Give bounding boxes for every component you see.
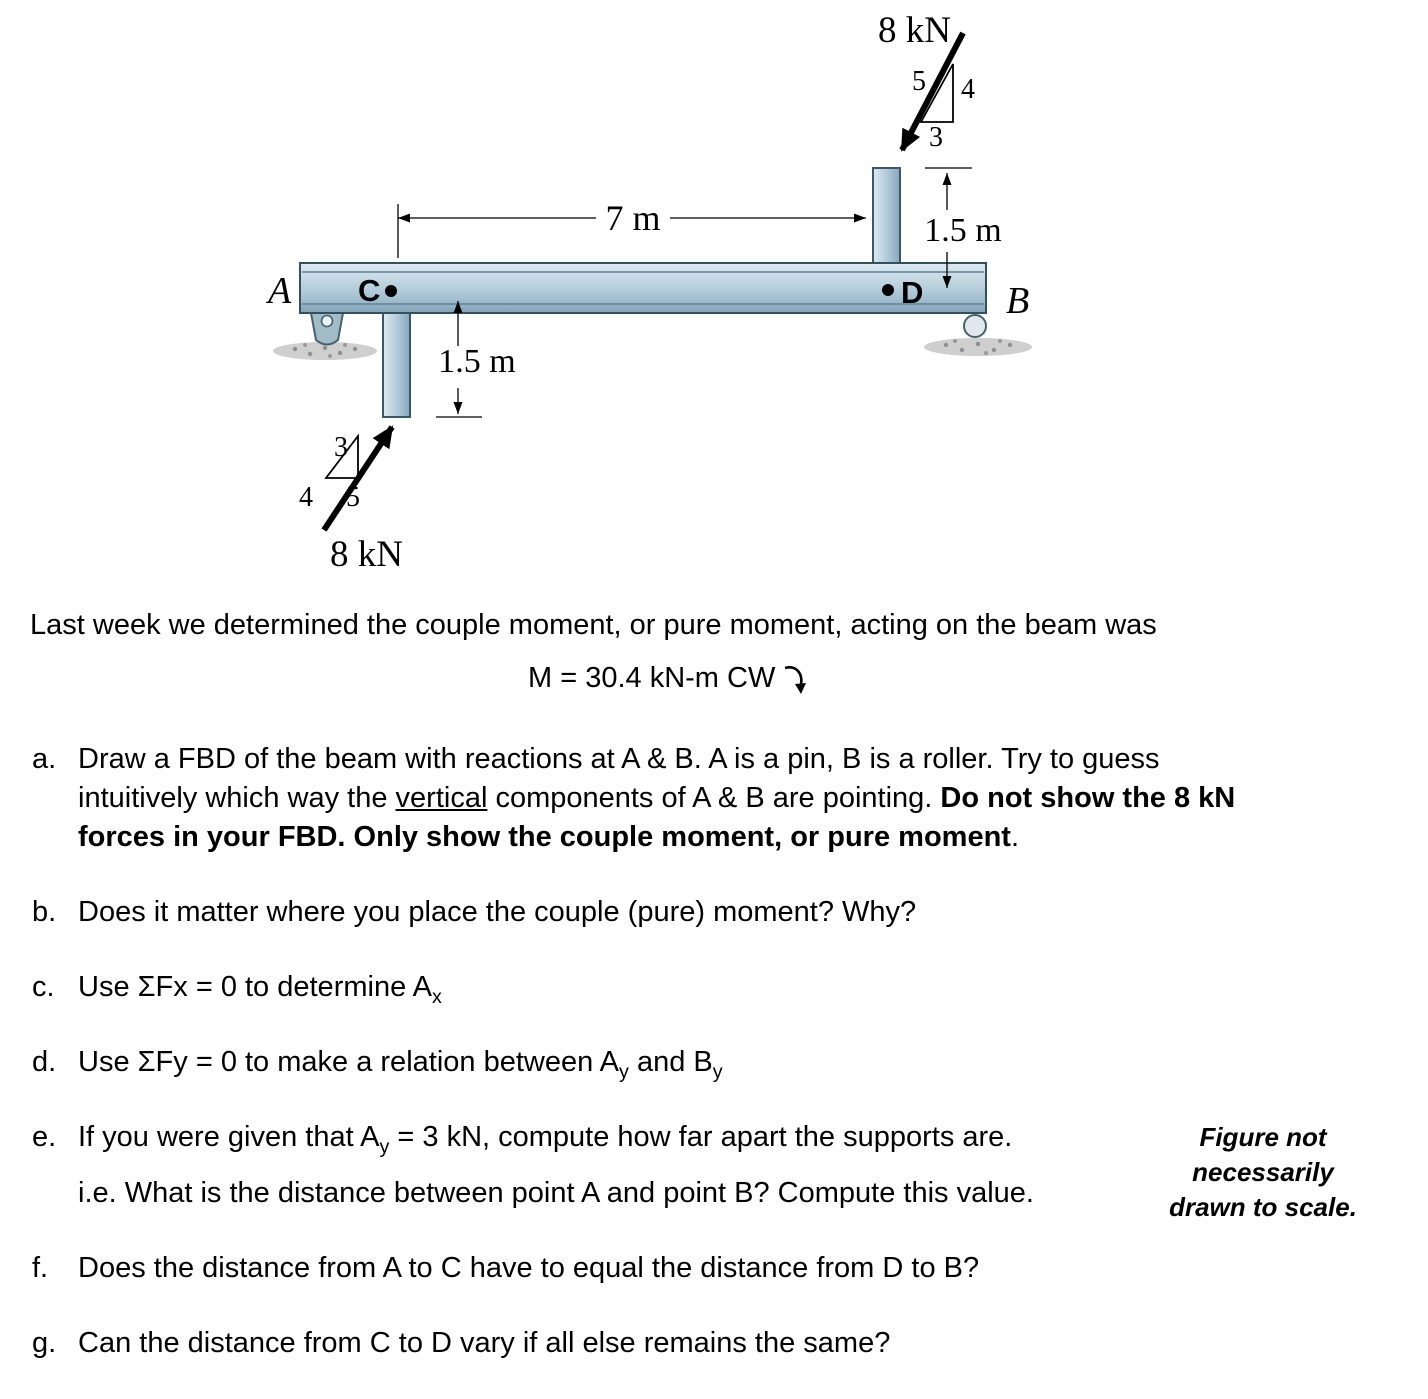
ground-right xyxy=(924,338,1032,356)
question-e-part2: = 3 kN, compute how far apart the supports are. xyxy=(389,1121,1013,1153)
question-c-subscript: x xyxy=(432,985,442,1008)
left-post xyxy=(383,313,410,417)
question-e-subscript1: y xyxy=(379,1135,390,1158)
question-e xyxy=(30,1118,1398,1222)
dim-right-label: 1.5 m xyxy=(924,212,1002,249)
question-d-subscript1: y xyxy=(619,1060,629,1083)
point-c-label: C xyxy=(358,273,381,308)
question-a-part3: . xyxy=(1010,821,1020,853)
point-d-dot xyxy=(882,284,894,296)
intro-sentence: Last week we determined the couple moment, or pure moment, acting on the beam was xyxy=(30,609,1157,641)
question-d-part1: Use ΣFy = 0 to make a relation between A xyxy=(78,1046,620,1078)
question-e-part1: If you were given that A xyxy=(78,1121,380,1153)
scale-note-line1: Figure not necessarily xyxy=(1192,1122,1334,1187)
point-a-label: A xyxy=(268,270,292,312)
point-c-dot xyxy=(385,285,397,297)
question-c xyxy=(30,968,1398,1007)
clockwise-arrow-icon xyxy=(781,663,807,697)
force-bottom-label: 8 kN xyxy=(330,534,403,575)
force-top-label: 8 kN xyxy=(878,10,951,51)
question-a-letter: a. xyxy=(32,743,57,775)
question-e-text xyxy=(78,1118,1273,1213)
question-b xyxy=(30,893,1398,932)
question-c-letter: c. xyxy=(32,971,55,1003)
tri-bottom-hyp: 5 xyxy=(346,482,360,513)
question-a-underlined: vertical xyxy=(395,782,488,814)
pin-support xyxy=(311,313,343,345)
question-a-bold: Do not show the 8 kN forces in your FBD. Only show the couple moment, or pure moment xyxy=(78,782,1236,853)
point-d-label: D xyxy=(901,275,924,310)
question-a-part1: Draw a FBD of the beam with reactions at A & B. A is a pin, B is a roller. Try to guess intuitively which way the xyxy=(78,743,1160,814)
problem-text xyxy=(30,606,1398,1399)
roller-support xyxy=(964,315,986,337)
question-f xyxy=(30,1249,1398,1288)
tri-top-vertical: 4 xyxy=(961,74,975,105)
moment-equation xyxy=(30,659,1398,698)
question-a-part2: components of A & B are pointing. xyxy=(487,782,941,814)
scale-note-line2: drawn to scale. xyxy=(1169,1192,1357,1222)
question-d xyxy=(30,1043,1398,1082)
question-a-text xyxy=(78,740,1273,857)
question-d-part2: and B xyxy=(628,1046,713,1078)
tri-bottom-horizontal: 4 xyxy=(299,482,313,513)
question-c-part1: Use ΣFx = 0 to determine A xyxy=(78,971,433,1003)
question-a xyxy=(30,740,1398,857)
dim-left-label: 1.5 m xyxy=(438,343,516,380)
question-e-line2: i.e. What is the distance between point A and point B? Compute this value. xyxy=(78,1177,1034,1209)
beam-figure xyxy=(0,0,1428,600)
question-g-letter: g. xyxy=(32,1327,57,1359)
right-post xyxy=(873,168,900,263)
question-e-line1 xyxy=(78,1118,1273,1157)
question-f-letter: f. xyxy=(32,1252,49,1284)
question-g-text: Can the distance from C to D vary if all else remains the same? xyxy=(78,1327,891,1359)
moment-equation-text: M = 30.4 kN-m CW xyxy=(528,662,776,694)
question-d-subscript2: y xyxy=(712,1060,723,1083)
figure-svg xyxy=(0,0,1428,600)
question-b-text: Does it matter where you place the couple (pure) moment? Why? xyxy=(78,896,917,928)
question-e-letter: e. xyxy=(32,1121,57,1153)
question-c-text xyxy=(78,968,1273,1007)
tri-top-hyp: 5 xyxy=(912,66,926,97)
dim-7m-label: 7 m xyxy=(605,198,661,238)
question-d-text xyxy=(78,1043,1273,1082)
tri-bottom-vertical: 3 xyxy=(334,432,348,463)
point-b-label: B xyxy=(1006,280,1030,322)
scale-note xyxy=(1128,1120,1398,1225)
question-g xyxy=(30,1324,1398,1363)
question-d-letter: d. xyxy=(32,1046,57,1078)
question-f-text: Does the distance from A to C have to equal the distance from D to B? xyxy=(78,1252,980,1284)
question-b-letter: b. xyxy=(32,896,57,928)
tri-top-horizontal: 3 xyxy=(929,122,943,153)
